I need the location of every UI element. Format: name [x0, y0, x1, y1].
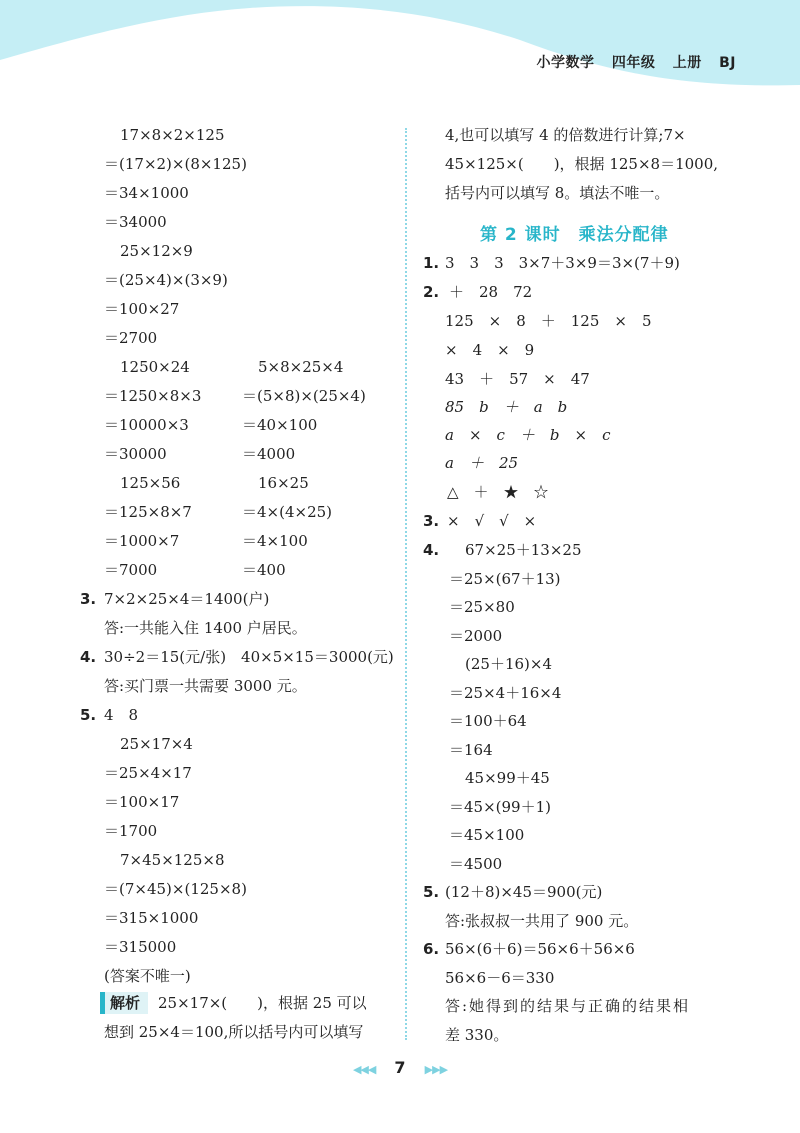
calc-line: ＝25×80 — [449, 598, 515, 616]
section-title: 第 2 课时 乘法分配律 — [480, 225, 669, 245]
answer-line: a × c ＋ b × c — [445, 426, 611, 444]
header-edition: BJ — [719, 55, 736, 71]
answer-line: 4 8 — [104, 706, 139, 724]
calc-line: ＝4×100 — [242, 532, 308, 550]
answer-line: △ ＋ ★ ☆ — [447, 483, 549, 501]
calc-line: ＝164 — [449, 741, 493, 759]
answer-line: (12＋8)×45＝900(元) — [445, 883, 603, 901]
answer-line: 56×(6＋6)＝56×6＋56×6 — [445, 940, 635, 958]
jiexi-badge: 解析 — [100, 992, 148, 1014]
answer-line: × 4 × 9 — [445, 341, 535, 359]
page-footer — [0, 1058, 800, 1077]
explanation-line: 4,也可以填写 4 的倍数进行计算;7× — [445, 126, 686, 144]
calc-line: ＝40×100 — [242, 416, 318, 434]
explanation-line: 括号内可以填写 8。填法不唯一。 — [445, 184, 670, 202]
calc-line: 125×56 — [120, 474, 181, 492]
question-number: 4. — [423, 541, 440, 559]
calc-line: 25×17×4 — [120, 735, 193, 753]
calc-line: ＝25×4×17 — [104, 764, 192, 782]
calc-line: ＝30000 — [104, 445, 167, 463]
answer-line: 56×6－6＝330 — [445, 969, 555, 987]
calc-line: ＝25×(67＋13) — [449, 570, 561, 588]
note-text: (答案不唯一) — [104, 967, 191, 985]
answer-line: 30÷2＝15(元/张) 40×5×15＝3000(元) — [104, 648, 394, 666]
calc-line: ＝(17×2)×(8×125) — [104, 155, 247, 173]
calc-line: ＝7000 — [104, 561, 158, 579]
calc-line: ＝4×(4×25) — [242, 503, 333, 521]
calc-line: 17×8×2×125 — [120, 126, 225, 144]
calc-line: ＝34×1000 — [104, 184, 189, 202]
calc-line: ＝315000 — [104, 938, 177, 956]
question-number: 1. — [423, 254, 440, 272]
calc-line: ＝25×4＋16×4 — [449, 684, 562, 702]
answer-line: ＋ 28 72 — [449, 283, 533, 301]
calc-line: 1250×24 — [120, 358, 190, 376]
explanation-line: 想到 25×4＝100,所以括号内可以填写 — [104, 1023, 364, 1041]
header-info — [524, 52, 736, 72]
calc-line: 5×8×25×4 — [258, 358, 344, 376]
answer-line: 答:她得到的结果与正确的结果相 — [445, 997, 691, 1015]
explanation-line: 25×17×( )，根据 25 可以 — [158, 994, 367, 1012]
question-number: 5. — [423, 883, 440, 901]
calc-line: ＝1250×8×3 — [104, 387, 202, 405]
calc-line: 25×12×9 — [120, 242, 193, 260]
calc-line: ＝1000×7 — [104, 532, 180, 550]
calc-line: ＝45×(99＋1) — [449, 798, 551, 816]
calc-line: 67×25＋13×25 — [465, 541, 582, 559]
calc-line: 16×25 — [258, 474, 309, 492]
column-divider — [405, 128, 407, 1040]
calc-line: (25＋16)×4 — [465, 655, 552, 673]
calc-line: ＝34000 — [104, 213, 167, 231]
calc-line: ＝4500 — [449, 855, 503, 873]
header-grade: 四年级 — [611, 55, 656, 71]
calc-line: ＝(7×45)×(125×8) — [104, 880, 247, 898]
calc-line: ＝(5×8)×(25×4) — [242, 387, 366, 405]
calc-line: ＝100×17 — [104, 793, 180, 811]
calc-line: ＝1700 — [104, 822, 158, 840]
calc-line: ＝2700 — [104, 329, 158, 347]
calc-line: ＝315×1000 — [104, 909, 199, 927]
header-volume: 上册 — [672, 55, 702, 71]
calc-line: ＝125×8×7 — [104, 503, 192, 521]
answer-line: a ＋ 25 — [445, 454, 519, 472]
question-number: 2. — [423, 283, 440, 301]
calc-line: ＝100＋64 — [449, 712, 527, 730]
explanation-line: 45×125×( )，根据 125×8＝1000, — [445, 155, 719, 173]
next-arrows-icon: ▶▶▶ — [424, 1063, 448, 1076]
calc-line: ＝45×100 — [449, 826, 525, 844]
question-number: 5. — [80, 706, 97, 724]
calc-line: ＝400 — [242, 561, 286, 579]
calc-line: ＝2000 — [449, 627, 503, 645]
question-number: 3. — [80, 590, 97, 608]
calc-line: ＝4000 — [242, 445, 296, 463]
calc-line: ＝100×27 — [104, 300, 180, 318]
question-number: 3. — [423, 512, 440, 530]
question-number: 6. — [423, 940, 440, 958]
answer-line: × √ √ × — [447, 512, 537, 530]
answer-line: 43 ＋ 57 × 47 — [445, 370, 590, 388]
answer-line: 125 × 8 ＋ 125 × 5 — [445, 312, 652, 330]
answer-line: 85 b ＋ a b — [445, 398, 568, 416]
calc-line: ＝(25×4)×(3×9) — [104, 271, 228, 289]
answer-line: 3 3 3 3×7＋3×9＝3×(7＋9) — [445, 254, 680, 272]
header-subject: 小学数学 — [536, 55, 595, 71]
answer-line: 7×2×25×4＝1400(户) — [104, 590, 270, 608]
answer-line: 答:买门票一共需要 3000 元。 — [104, 677, 307, 695]
calc-line: 7×45×125×8 — [120, 851, 225, 869]
calc-line: ＝10000×3 — [104, 416, 189, 434]
page-number: 7 — [394, 1058, 406, 1077]
answer-line: 答:张叔叔一共用了 900 元。 — [445, 912, 639, 930]
header-wave — [0, 0, 800, 95]
calc-line: 45×99＋45 — [465, 769, 550, 787]
answer-line: 答:一共能入住 1400 户居民。 — [104, 619, 307, 637]
question-number: 4. — [80, 648, 97, 666]
answer-line: 差 330。 — [445, 1026, 509, 1044]
prev-arrows-icon: ◀◀◀ — [352, 1063, 376, 1076]
